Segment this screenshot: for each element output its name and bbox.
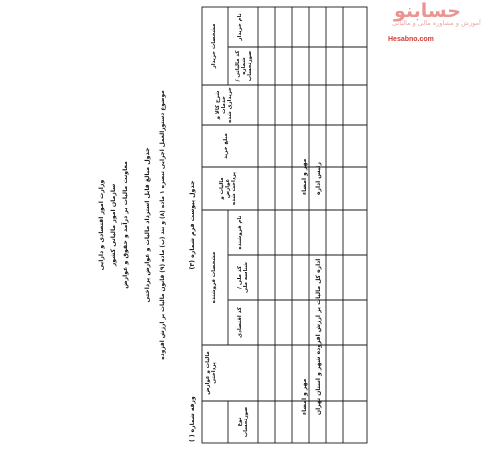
header-organization: سازمان امور مالیاتی کشور xyxy=(110,183,117,267)
seller-national-id-header: کد ملی / شناسه ملی xyxy=(237,262,250,293)
footer-office-head: رئیس اداره xyxy=(315,162,322,195)
footer-seal-right: مهر و امضاء xyxy=(301,158,308,195)
header-subject: موضوع دستورالعمل اجرایی تبصره ۱ ماده (۸) و بند (ب) ماده (۹) قانون مالیات بر ارزش افزوده xyxy=(160,90,166,360)
buyer-group-header: مشخصات خریدار xyxy=(211,23,217,69)
tax-paid-header: مالیات و عوارض پرداخت شده xyxy=(219,171,238,206)
form-title: جدول پیوست فرم شماره (۳) xyxy=(189,180,196,270)
watermark-logo-text: حسابنو xyxy=(394,0,461,22)
seller-name-header: نام فروشنده xyxy=(237,215,243,250)
header-deputy: معاونت مالیات بر درآمد و حقوق و عوارض xyxy=(122,161,129,289)
footer-directorate: اداره کل مالیات بر ارزش افزوده شهر و استان تهران xyxy=(315,258,322,415)
header-table-title: جدول مبالغ قابل استرداد مالیات و عوارض پرداختی xyxy=(144,147,151,303)
form-page xyxy=(65,5,375,445)
purchase-amount-header: مبلغ خرید xyxy=(223,133,229,159)
buyer-tax-code-header: کد مالیاتی / شماره صورتحساب xyxy=(235,50,254,82)
watermark-url: Hesabno.com xyxy=(388,36,434,43)
invoice-type-header: نوع صورتحساب xyxy=(237,406,250,438)
sheet-number: ورقه شماره ( ) xyxy=(189,396,196,442)
paid-tax-header: مالیات و عوارض پرداختی xyxy=(205,351,218,395)
watermark-logo xyxy=(388,0,481,48)
watermark-subtitle: آموزش و مشاوره مالی و مالیاتی xyxy=(392,19,481,27)
buyer-name-header: نام خریدار xyxy=(237,13,243,41)
seller-economic-code-header: کد اقتصادی xyxy=(237,307,243,338)
seller-group-header: مشخصات فروشنده xyxy=(211,251,217,304)
table-grid xyxy=(65,5,375,445)
goods-description-header: شرح کالا و خدمات خریداری شده xyxy=(215,87,234,123)
footer-seal-left: مهر و امضاء xyxy=(301,378,308,415)
header-ministry: وزارت امور اقتصادی و دارایی xyxy=(98,179,105,271)
